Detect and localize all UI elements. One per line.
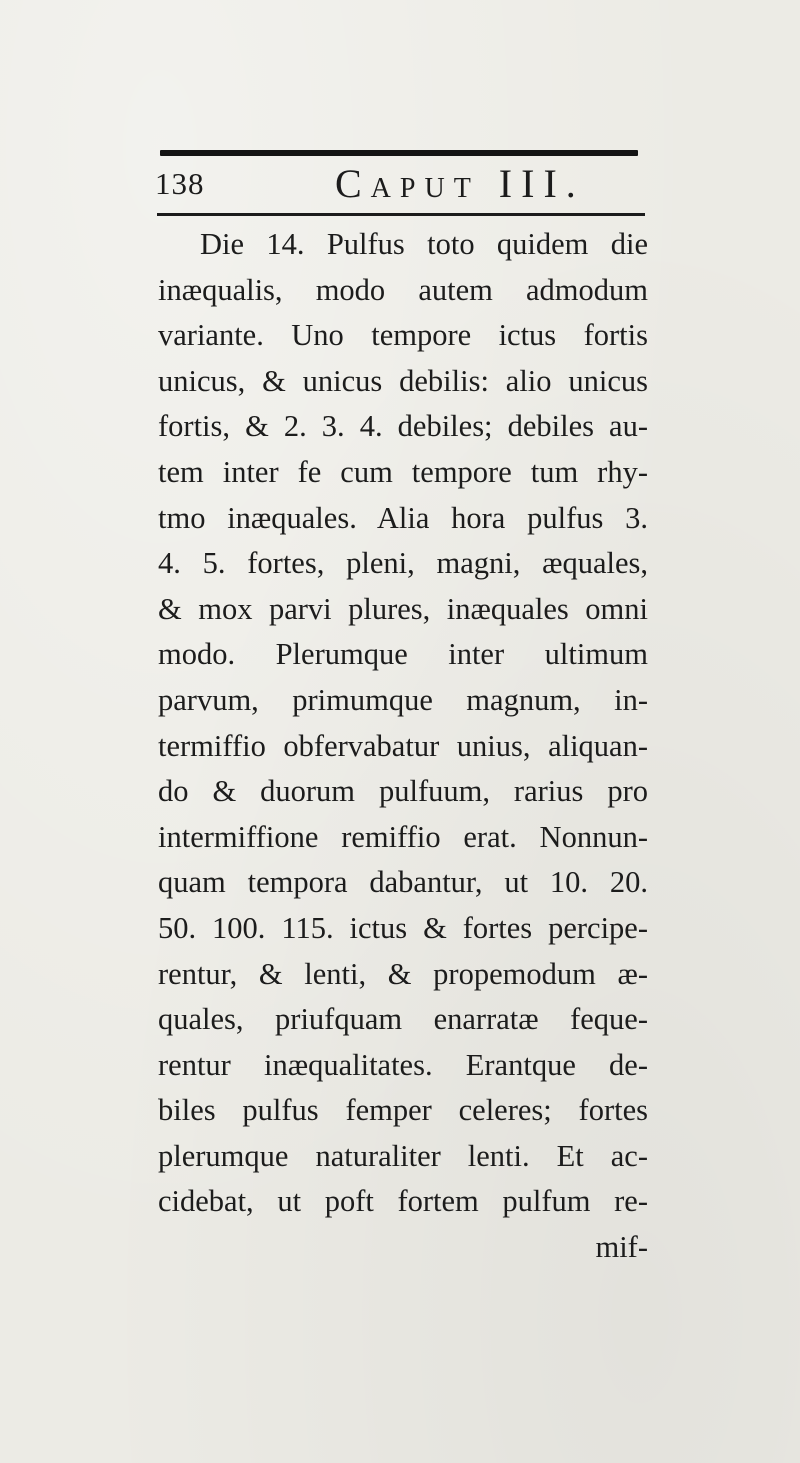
text-line: cidebat, ut poft fortem pulfum re- xyxy=(158,1184,648,1219)
text-line: rentur, & lenti, & propemodum æ- xyxy=(158,956,648,991)
text-line: biles pulfus femper celeres; fortes xyxy=(158,1093,648,1128)
text-line: Die 14. Pulfus toto quidem die xyxy=(200,227,648,261)
text-line: inæqualis, modo autem admodum xyxy=(158,272,648,307)
text-line: 50. 100. 115. ictus & fortes percipe- xyxy=(158,910,648,945)
catchword: mif- xyxy=(595,1230,648,1265)
text-line: quam tempora dabantur, ut 10. 20. xyxy=(158,865,648,900)
text-line: fortis, & 2. 3. 4. debiles; debiles au- xyxy=(158,409,648,444)
header-top-rule xyxy=(160,150,638,156)
text-line: unicus, & unicus debilis: alio unicus xyxy=(158,363,648,398)
running-head: Caput III. xyxy=(335,161,585,206)
page-number: 138 xyxy=(155,166,205,201)
text-line: termiffio obfervabatur unius, aliquan- xyxy=(158,728,648,763)
text-line: do & duorum pulfuum, rarius pro xyxy=(158,774,648,809)
text-line: 4. 5. fortes, pleni, magni, æquales, xyxy=(158,546,648,581)
text-line: & mox parvi plures, inæquales omni xyxy=(158,591,648,626)
text-line: rentur inæqualitates. Erantque de- xyxy=(158,1047,648,1082)
body-text xyxy=(158,222,648,1271)
text-line: variante. Uno tempore ictus fortis xyxy=(158,318,648,353)
text-line: quales, priufquam enarratæ feque- xyxy=(158,1002,648,1037)
text-line: plerumque naturaliter lenti. Et ac- xyxy=(158,1138,648,1173)
text-line: tem inter fe cum tempore tum rhy- xyxy=(158,454,648,489)
text-line: tmo inæquales. Alia hora pulfus 3. xyxy=(158,500,648,535)
header-bottom-rule xyxy=(157,213,645,216)
text-line: modo. Plerumque inter ultimum xyxy=(158,637,648,672)
text-line: parvum, primumque magnum, in- xyxy=(158,682,648,717)
page-header xyxy=(155,160,645,210)
text-line: intermiffione remiffio erat. Nonnun- xyxy=(158,819,648,854)
